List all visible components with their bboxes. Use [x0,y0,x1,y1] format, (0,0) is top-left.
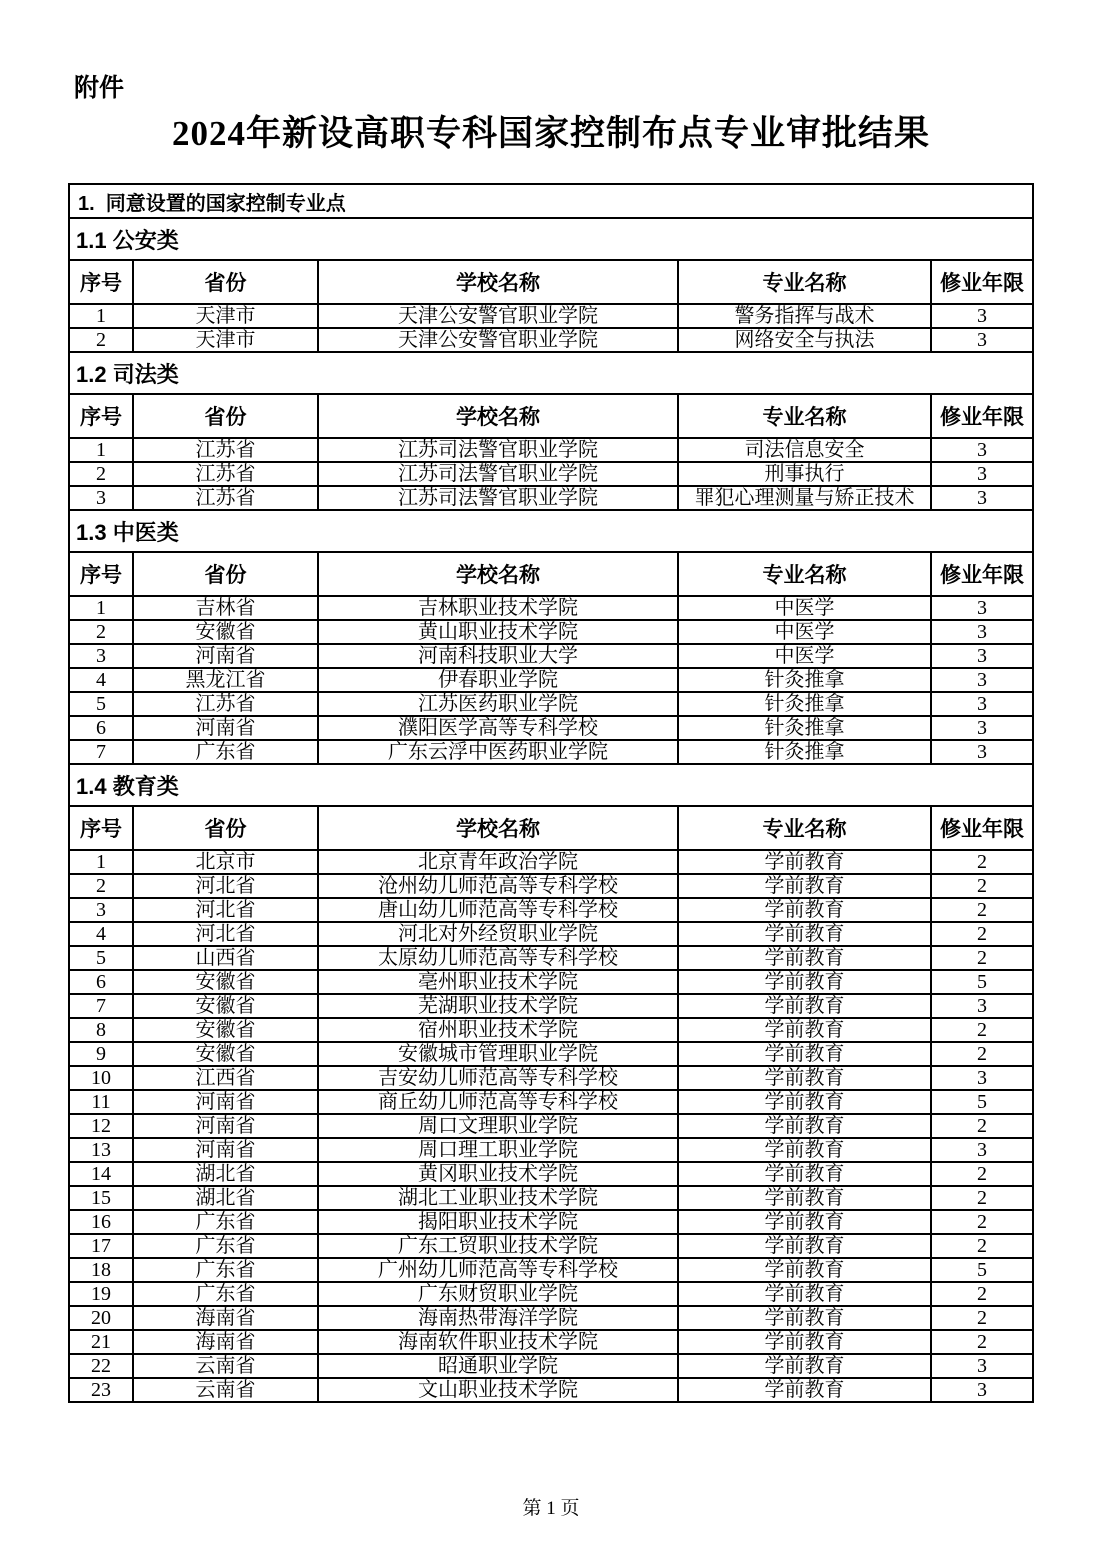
table-row [69,1138,1033,1162]
cell-major-name: 罪犯心理测量与矫正技术 [678,486,931,510]
cell-school-name: 周口理工职业学院 [318,1138,678,1162]
cell-study-years: 3 [931,740,1033,764]
cell-study-years: 3 [931,1378,1033,1402]
cell-school-name: 海南软件职业技术学院 [318,1330,678,1354]
cell-seq-no: 7 [69,994,133,1018]
cell-province: 江苏省 [133,692,318,716]
section-heading: 1.4 教育类 [69,764,1033,806]
cell-study-years: 2 [931,1114,1033,1138]
cell-study-years: 2 [931,898,1033,922]
table-row [69,692,1033,716]
cell-province: 江苏省 [133,462,318,486]
cell-study-years: 3 [931,716,1033,740]
cell-school-name: 宿州职业技术学院 [318,1018,678,1042]
cell-school-name: 北京青年政治学院 [318,850,678,874]
cell-school-name: 唐山幼儿师范高等专科学校 [318,898,678,922]
cell-school-name: 天津公安警官职业学院 [318,304,678,328]
column-header: 学校名称 [318,394,678,438]
cell-school-name: 伊春职业学院 [318,668,678,692]
cell-school-name: 安徽城市管理职业学院 [318,1042,678,1066]
cell-major-name: 学前教育 [678,1306,931,1330]
table-row [69,1330,1033,1354]
cell-major-name: 针灸推拿 [678,716,931,740]
cell-school-name: 黄山职业技术学院 [318,620,678,644]
table-row [69,486,1033,510]
cell-major-name: 学前教育 [678,994,931,1018]
cell-province: 广东省 [133,1210,318,1234]
cell-province: 黑龙江省 [133,668,318,692]
cell-seq-no: 15 [69,1186,133,1210]
cell-study-years: 2 [931,1282,1033,1306]
table-row [69,970,1033,994]
cell-major-name: 学前教育 [678,1210,931,1234]
column-header: 序号 [69,260,133,304]
column-header-row [69,552,1033,596]
cell-seq-no: 1 [69,438,133,462]
cell-major-name: 针灸推拿 [678,692,931,716]
column-header-row [69,806,1033,850]
cell-province: 湖北省 [133,1186,318,1210]
cell-study-years: 5 [931,970,1033,994]
cell-province: 天津市 [133,304,318,328]
cell-major-name: 刑事执行 [678,462,931,486]
cell-province: 河南省 [133,1138,318,1162]
cell-major-name: 学前教育 [678,1042,931,1066]
cell-province: 江苏省 [133,438,318,462]
table-row [69,1042,1033,1066]
cell-school-name: 昭通职业学院 [318,1354,678,1378]
section-heading-row [69,352,1033,394]
cell-school-name: 广东财贸职业学院 [318,1282,678,1306]
column-header: 修业年限 [931,552,1033,596]
cell-school-name: 濮阳医学高等专科学校 [318,716,678,740]
table-row [69,596,1033,620]
table-row [69,898,1033,922]
cell-province: 河北省 [133,898,318,922]
cell-major-name: 学前教育 [678,946,931,970]
cell-seq-no: 19 [69,1282,133,1306]
cell-study-years: 2 [931,1042,1033,1066]
cell-province: 北京市 [133,850,318,874]
cell-seq-no: 16 [69,1210,133,1234]
table-row [69,668,1033,692]
cell-major-name: 中医学 [678,596,931,620]
cell-study-years: 3 [931,596,1033,620]
cell-seq-no: 18 [69,1258,133,1282]
cell-province: 广东省 [133,1282,318,1306]
intro-heading-row [69,184,1033,218]
table-row [69,1282,1033,1306]
cell-study-years: 3 [931,438,1033,462]
cell-major-name: 学前教育 [678,1090,931,1114]
column-header: 修业年限 [931,394,1033,438]
page-number: 第 1 页 [522,1498,580,1519]
cell-school-name: 亳州职业技术学院 [318,970,678,994]
column-header: 专业名称 [678,394,931,438]
column-header: 序号 [69,806,133,850]
table-row [69,620,1033,644]
cell-study-years: 3 [931,304,1033,328]
cell-major-name: 学前教育 [678,1138,931,1162]
table-row [69,1234,1033,1258]
cell-seq-no: 1 [69,596,133,620]
cell-major-name: 针灸推拿 [678,740,931,764]
column-header: 修业年限 [931,260,1033,304]
cell-seq-no: 5 [69,946,133,970]
cell-province: 海南省 [133,1330,318,1354]
cell-seq-no: 7 [69,740,133,764]
table-row [69,462,1033,486]
column-header: 专业名称 [678,552,931,596]
cell-seq-no: 2 [69,328,133,352]
cell-major-name: 中医学 [678,620,931,644]
table-row [69,328,1033,352]
cell-school-name: 吉安幼儿师范高等专科学校 [318,1066,678,1090]
cell-school-name: 文山职业技术学院 [318,1378,678,1402]
cell-study-years: 2 [931,1234,1033,1258]
cell-seq-no: 11 [69,1090,133,1114]
cell-school-name: 河北对外经贸职业学院 [318,922,678,946]
table-row [69,1090,1033,1114]
cell-seq-no: 14 [69,1162,133,1186]
table-row [69,946,1033,970]
cell-province: 河北省 [133,874,318,898]
attachment-label: 附件 [74,74,125,102]
column-header: 专业名称 [678,260,931,304]
table-row [69,1162,1033,1186]
cell-school-name: 吉林职业技术学院 [318,596,678,620]
table-row [69,644,1033,668]
cell-seq-no: 6 [69,970,133,994]
cell-province: 河南省 [133,1114,318,1138]
column-header: 省份 [133,394,318,438]
section-heading: 1.1 公安类 [69,218,1033,260]
cell-major-name: 学前教育 [678,1162,931,1186]
cell-school-name: 河南科技职业大学 [318,644,678,668]
cell-province: 安徽省 [133,994,318,1018]
cell-seq-no: 4 [69,922,133,946]
cell-study-years: 3 [931,1138,1033,1162]
cell-major-name: 学前教育 [678,970,931,994]
table-row [69,922,1033,946]
section-heading-row [69,218,1033,260]
cell-school-name: 江苏司法警官职业学院 [318,486,678,510]
cell-school-name: 广东云浮中医药职业学院 [318,740,678,764]
cell-province: 河北省 [133,922,318,946]
cell-school-name: 芜湖职业技术学院 [318,994,678,1018]
cell-school-name: 湖北工业职业技术学院 [318,1186,678,1210]
cell-study-years: 3 [931,644,1033,668]
column-header-row [69,394,1033,438]
table-row [69,1354,1033,1378]
page-title: 2024年新设高职专科国家控制布点专业审批结果 [171,114,930,153]
cell-seq-no: 8 [69,1018,133,1042]
column-header: 学校名称 [318,552,678,596]
cell-province: 云南省 [133,1354,318,1378]
cell-seq-no: 3 [69,898,133,922]
cell-study-years: 3 [931,692,1033,716]
table-row [69,716,1033,740]
table-row [69,438,1033,462]
table-row [69,874,1033,898]
cell-school-name: 江苏医药职业学院 [318,692,678,716]
cell-seq-no: 13 [69,1138,133,1162]
table-row [69,994,1033,1018]
cell-province: 广东省 [133,1234,318,1258]
cell-school-name: 广州幼儿师范高等专科学校 [318,1258,678,1282]
section-heading-row [69,510,1033,552]
column-header: 省份 [133,552,318,596]
section-heading-row [69,764,1033,806]
cell-seq-no: 3 [69,644,133,668]
cell-province: 广东省 [133,740,318,764]
cell-major-name: 学前教育 [678,1234,931,1258]
cell-province: 江苏省 [133,486,318,510]
cell-province: 湖北省 [133,1162,318,1186]
table-row [69,1258,1033,1282]
cell-province: 广东省 [133,1258,318,1282]
approval-table-body [69,184,1033,1402]
cell-major-name: 网络安全与执法 [678,328,931,352]
cell-study-years: 2 [931,1186,1033,1210]
cell-major-name: 学前教育 [678,1066,931,1090]
column-header: 学校名称 [318,806,678,850]
cell-school-name: 揭阳职业技术学院 [318,1210,678,1234]
cell-province: 云南省 [133,1378,318,1402]
cell-school-name: 天津公安警官职业学院 [318,328,678,352]
table-row [69,1306,1033,1330]
column-header: 专业名称 [678,806,931,850]
column-header: 序号 [69,394,133,438]
cell-province: 安徽省 [133,1018,318,1042]
cell-seq-no: 3 [69,486,133,510]
cell-major-name: 学前教育 [678,922,931,946]
cell-seq-no: 2 [69,462,133,486]
table-row [69,1018,1033,1042]
cell-province: 河南省 [133,644,318,668]
cell-seq-no: 6 [69,716,133,740]
cell-study-years: 3 [931,486,1033,510]
column-header: 学校名称 [318,260,678,304]
table-row [69,304,1033,328]
cell-seq-no: 9 [69,1042,133,1066]
approval-table [68,183,1034,1403]
cell-study-years: 2 [931,1330,1033,1354]
cell-province: 吉林省 [133,596,318,620]
column-header: 省份 [133,260,318,304]
cell-school-name: 商丘幼儿师范高等专科学校 [318,1090,678,1114]
cell-study-years: 5 [931,1258,1033,1282]
column-header-row [69,260,1033,304]
cell-seq-no: 2 [69,874,133,898]
cell-seq-no: 23 [69,1378,133,1402]
cell-major-name: 学前教育 [678,1114,931,1138]
cell-seq-no: 1 [69,850,133,874]
cell-school-name: 太原幼儿师范高等专科学校 [318,946,678,970]
table-row [69,1186,1033,1210]
cell-study-years: 3 [931,1066,1033,1090]
cell-seq-no: 10 [69,1066,133,1090]
cell-school-name: 江苏司法警官职业学院 [318,462,678,486]
column-header: 序号 [69,552,133,596]
cell-study-years: 3 [931,994,1033,1018]
cell-province: 安徽省 [133,1042,318,1066]
column-header: 省份 [133,806,318,850]
cell-study-years: 3 [931,328,1033,352]
cell-study-years: 3 [931,668,1033,692]
cell-seq-no: 4 [69,668,133,692]
cell-school-name: 黄冈职业技术学院 [318,1162,678,1186]
column-header: 修业年限 [931,806,1033,850]
cell-major-name: 学前教育 [678,1330,931,1354]
table-row [69,1210,1033,1234]
cell-study-years: 3 [931,1354,1033,1378]
cell-seq-no: 12 [69,1114,133,1138]
cell-study-years: 2 [931,1018,1033,1042]
cell-major-name: 学前教育 [678,850,931,874]
cell-seq-no: 2 [69,620,133,644]
cell-study-years: 2 [931,1210,1033,1234]
cell-province: 河南省 [133,716,318,740]
cell-major-name: 学前教育 [678,1186,931,1210]
cell-province: 天津市 [133,328,318,352]
table-row [69,850,1033,874]
table-row [69,1378,1033,1402]
cell-major-name: 学前教育 [678,874,931,898]
cell-major-name: 针灸推拿 [678,668,931,692]
cell-major-name: 学前教育 [678,1018,931,1042]
table-row [69,1114,1033,1138]
cell-seq-no: 17 [69,1234,133,1258]
section-heading: 1.3 中医类 [69,510,1033,552]
cell-major-name: 中医学 [678,644,931,668]
cell-study-years: 3 [931,462,1033,486]
cell-study-years: 2 [931,922,1033,946]
section-heading: 1.2 司法类 [69,352,1033,394]
cell-province: 安徽省 [133,620,318,644]
cell-major-name: 警务指挥与战术 [678,304,931,328]
cell-school-name: 沧州幼儿师范高等专科学校 [318,874,678,898]
cell-study-years: 2 [931,1162,1033,1186]
cell-school-name: 海南热带海洋学院 [318,1306,678,1330]
cell-study-years: 2 [931,1306,1033,1330]
cell-school-name: 广东工贸职业技术学院 [318,1234,678,1258]
cell-school-name: 周口文理职业学院 [318,1114,678,1138]
cell-study-years: 3 [931,620,1033,644]
cell-school-name: 江苏司法警官职业学院 [318,438,678,462]
cell-province: 海南省 [133,1306,318,1330]
table-row [69,1066,1033,1090]
cell-major-name: 学前教育 [678,1282,931,1306]
cell-province: 河南省 [133,1090,318,1114]
intro-heading: 1. 同意设置的国家控制专业点 [69,184,1033,218]
cell-seq-no: 1 [69,304,133,328]
cell-major-name: 司法信息安全 [678,438,931,462]
cell-study-years: 2 [931,946,1033,970]
table-row [69,740,1033,764]
cell-study-years: 2 [931,874,1033,898]
cell-study-years: 5 [931,1090,1033,1114]
cell-major-name: 学前教育 [678,1378,931,1402]
cell-seq-no: 20 [69,1306,133,1330]
cell-seq-no: 22 [69,1354,133,1378]
cell-major-name: 学前教育 [678,1258,931,1282]
cell-province: 安徽省 [133,970,318,994]
cell-major-name: 学前教育 [678,1354,931,1378]
cell-seq-no: 21 [69,1330,133,1354]
cell-major-name: 学前教育 [678,898,931,922]
cell-seq-no: 5 [69,692,133,716]
cell-study-years: 2 [931,850,1033,874]
cell-province: 江西省 [133,1066,318,1090]
cell-province: 山西省 [133,946,318,970]
